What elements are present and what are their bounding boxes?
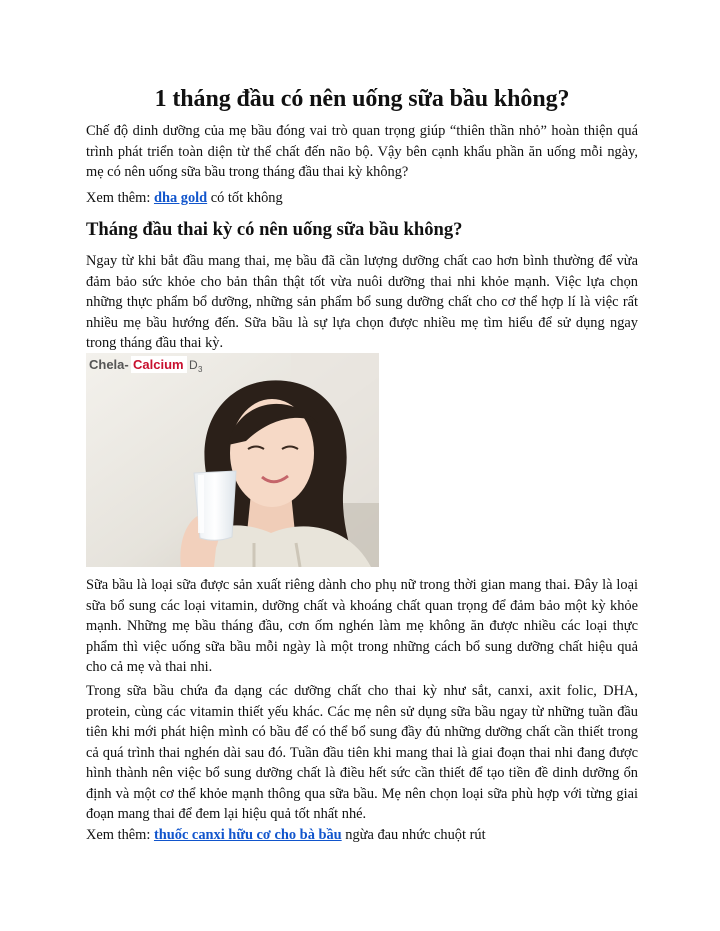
dha-gold-link[interactable]: dha gold xyxy=(153,190,208,206)
brand-logo xyxy=(89,356,203,374)
see-also-prefix: Xem thêm: xyxy=(86,827,154,843)
article-photo xyxy=(86,353,379,567)
body-paragraph-2: Sữa bầu là loại sữa được sản xuất riêng dành cho phụ nữ trong thời gian mang thai. Đây là loại sữa bổ sung các loại vitamin, dưỡng chất và khoáng chất quan trọng để đảm bảo một kỳ khỏe mạnh. Những mẹ bầu tháng đầu, cơn ốm nghén làm mẹ không ăn được nhiều các loại thực phẩm thì việc uống sữa bầu mỗi ngày là một trong những cách bổ sung dưỡng chất hiệu quả cho cả mẹ và thai nhi. xyxy=(86,577,638,675)
see-also-suffix: ngừa đau nhức chuột rút xyxy=(341,827,486,843)
brand-suffix: D xyxy=(189,358,198,372)
see-also-suffix: có tốt không xyxy=(207,190,283,206)
body-paragraph-3: Trong sữa bầu chứa đa dạng các dưỡng chất cho thai kỳ như sắt, canxi, axit folic, DHA, protein, cùng các vitamin thiết yếu khác. Các mẹ nên sử dụng sữa bầu ngay từ những tuần đầu tiên khi mới phát hiện mình có bầu để có thể bổ sung đầy đủ những dưỡng chất cần thiết trong cả quá trình thai nghén dài sau đó. Tuần đầu tiên khi mang thai là giai đoạn thai nhi đang được hình thành nên việc bổ sung dưỡng chất là điều hết sức cần thiết để tạo tiền đề dinh dưỡng ổn định và một cơ thể khỏe mạnh thông qua sữa bầu. Mẹ nên chọn loại sữa phù hợp với từng giai đoạn mang thai để đem lại hiệu quả tốt nhất nhé. xyxy=(86,683,638,822)
woman-drinking-milk-illustration xyxy=(86,353,379,567)
brand-prefix: Chela- xyxy=(89,357,129,372)
brand-main: Calcium xyxy=(133,357,184,372)
body-paragraph-1: Ngay từ khi bắt đầu mang thai, mẹ bầu đã cần lượng dưỡng chất cao hơn bình thường để vừa đảm bảo sức khỏe cho bản thân thật tốt vừa nuôi dưỡng thai nhi khỏe mạnh. Việc lựa chọn những thực phẩm bổ dưỡng, những sản phẩm bổ sung dưỡng chất cho cơ thể hợp lí là việc rất nhiều mẹ bầu hướng đến. Sữa bầu là sự lựa chọn được nhiều mẹ tìm hiểu để sử dụng ngay trong tháng đầu thai kỳ. xyxy=(86,253,638,351)
intro-paragraph: Chế độ dinh dưỡng của mẹ bầu đóng vai trò quan trọng giúp “thiên thần nhỏ” hoàn thiện quá trình phát triển toàn diện từ thể chất đến não bộ. Vậy bên cạnh khẩu phần ăn uống mỗi ngày, mẹ có nên uống sữa bầu trong tháng đầu thai kỳ không? xyxy=(86,123,638,180)
see-also-prefix: Xem thêm: xyxy=(86,190,154,206)
see-also-line-1 xyxy=(86,188,638,209)
section-heading: Tháng đầu thai kỳ có nên uống sữa bầu không? xyxy=(86,219,463,240)
brand-sub: 3 xyxy=(198,365,203,374)
page-title: 1 tháng đầu có nên uống sữa bầu không? xyxy=(154,86,570,112)
see-also-line-2 xyxy=(86,825,638,846)
calcium-supplement-link[interactable]: thuốc canxi hữu cơ cho bà bầu xyxy=(153,827,342,843)
